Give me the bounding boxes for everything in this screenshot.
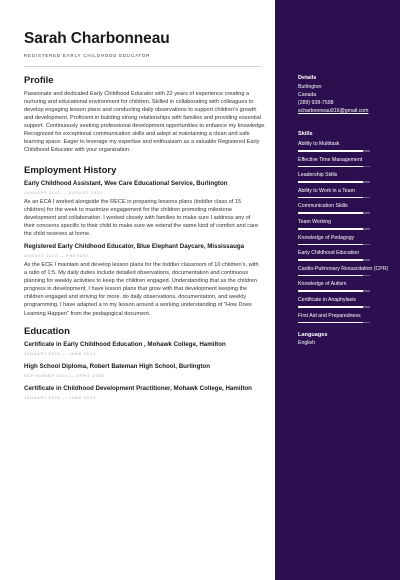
- skill-label: Team Working: [298, 218, 332, 225]
- skill-label: Communication Skills: [298, 203, 348, 210]
- skill-label: Early Childhood Education: [298, 250, 360, 257]
- language-item: English: [298, 340, 316, 347]
- education-title: Certificate in Childhood Development Practitioner, Mohawk College, Hamilton: [24, 384, 252, 392]
- header-divider: [24, 66, 262, 67]
- education-heading: Education: [24, 325, 70, 337]
- job-subtitle: REGISTERED EARLY CHILDHOOD EDUCATOR: [24, 53, 151, 58]
- skill-item: [298, 265, 392, 277]
- detail-phone: (289) 938-7598: [298, 100, 334, 106]
- skill-label: Effective Time Management: [298, 156, 363, 163]
- profile-heading: Profile: [24, 74, 54, 86]
- skill-level-fill: [298, 275, 363, 277]
- skill-level-fill: [298, 166, 363, 168]
- skill-label: Ability to Work in a Team: [298, 187, 355, 194]
- job-entry: [24, 243, 263, 318]
- job-dates: JANUARY 2001 — AUGUST 2022: [24, 190, 103, 195]
- skill-level-bar: [298, 150, 370, 152]
- skill-label: Certificate in Anaphylaxis: [298, 296, 356, 303]
- skill-label: Knowledge of Pedagogy: [298, 234, 355, 241]
- languages-heading: Languages: [298, 332, 328, 339]
- skill-level-fill: [298, 259, 363, 261]
- skill-level-bar: [298, 275, 370, 277]
- skill-item: [298, 218, 392, 230]
- skill-level-fill: [298, 228, 363, 230]
- skill-level-fill: [298, 181, 363, 183]
- skill-label: Ability to Multitask: [298, 141, 340, 147]
- skill-level-fill: [298, 197, 363, 199]
- skill-level-bar: [298, 166, 370, 168]
- job-title: Early Childhood Assistant, Wee Care Educational Service, Burlington: [24, 179, 228, 187]
- details-heading: Details: [298, 75, 317, 81]
- skill-level-fill: [298, 290, 363, 292]
- skill-level-bar: [298, 306, 370, 308]
- education-dates: JANUARY 2022 — JUNE 2024: [24, 351, 96, 356]
- skill-item: [298, 249, 392, 261]
- job-description: As an ECA I worked alongside the RECE in preparing lessons plans (toddler class of 15 children) for the week to maximize engagement for the children promoting milestone development and collaboration. I worked closely with families to make sure I address any of their concerns specific to their child to make sure we extend the same kind of comfort and care the child receives at home.: [24, 198, 259, 237]
- education-title: Certificate in Early Childhood Education , Mohawk College, Hamilton: [24, 340, 226, 348]
- education-title: High School Diploma, Robert Bateman High School, Burlington: [24, 362, 210, 370]
- job-description: As the ECE I maintain and develop lesson plans for the toddler classroom of 10 children's, with a ratio of 1:5. My daily duties include detailed observations, documentation and continuous planning for weekly activities to keep the children engaged. Understanding that as the children progress in development, I have lesson plans that grow with that development keeping the children engaged and striving for more. do daily observations, documentation, and weekly programming. I have adapted a to my lesson around a working understanding of "How Does Learning Happen" from the pedagogical document.: [24, 262, 259, 317]
- skill-item: [298, 280, 392, 292]
- skill-level-fill: [298, 322, 363, 324]
- job-entry: [24, 180, 263, 238]
- skill-level-fill: [298, 150, 363, 152]
- skill-level-bar: [298, 181, 370, 183]
- skill-level-fill: [298, 212, 363, 214]
- skills-heading: Skills: [298, 131, 313, 137]
- skill-label: First Aid and Preparedness: [298, 312, 361, 319]
- skill-item: [298, 171, 392, 183]
- skill-item: [298, 140, 392, 152]
- skill-item: [298, 187, 392, 199]
- education-entry: [24, 341, 263, 357]
- sidebar: [275, 0, 400, 580]
- candidate-name: Sarah Charbonneau: [24, 30, 170, 47]
- skill-level-bar: [298, 290, 370, 292]
- job-dates: AUGUST 2022 — PRESENT: [24, 254, 90, 259]
- skill-level-fill: [298, 244, 363, 246]
- skill-item: [298, 234, 392, 246]
- skill-level-bar: [298, 228, 370, 230]
- skill-level-bar: [298, 322, 370, 324]
- skill-item: [298, 202, 392, 214]
- skill-level-bar: [298, 212, 370, 214]
- detail-country: Canada: [298, 92, 317, 98]
- education-entry: [24, 363, 263, 379]
- skills-list: [298, 140, 392, 323]
- details-block: [298, 83, 392, 115]
- skill-level-bar: [298, 244, 370, 246]
- skill-label: Cardio-Pulmonary Resuscitation (CPR): [298, 265, 389, 272]
- skill-level-bar: [298, 259, 370, 261]
- education-entry: [24, 385, 263, 401]
- skill-level-bar: [298, 197, 370, 199]
- education-dates: JANUARY 2022 — JUNE 2024: [24, 395, 96, 400]
- detail-city: Burlington: [298, 84, 322, 90]
- skill-label: Leadership Skills: [298, 172, 338, 179]
- job-title: Registered Early Childhood Educator, Blue Elephant Daycare, Mississauga: [24, 243, 245, 251]
- email-link[interactable]: scharbonneau916@gmail.com: [298, 108, 369, 114]
- skill-item: [298, 296, 392, 308]
- employment-heading: Employment History: [24, 164, 117, 176]
- skill-item: [298, 156, 392, 168]
- education-dates: SEPTEMBER 2002 — APRIL 2006: [24, 373, 105, 378]
- skill-label: Knowledge of Autism: [298, 281, 347, 288]
- skill-level-fill: [298, 306, 363, 308]
- skill-item: [298, 312, 392, 324]
- profile-text: Passionate and dedicated Early Childhood Educator with 22 years of experience creating a nurturing and educational environment for children. Skilled in collaborating with colleagues to develop engaging lesson plans and conducting daily observations to support children's growth and development. Proficient in building strong relationships with families and providing essential support. Continuously seeking professional development opportunities to enhance my knowledge. Recognized for exceptional communication skills and adept at maintaining a clean and safe learning space. Eager to leverage my expertise and enthusiasm as a valuable Registered Early Childhood Educator with your organization.: [24, 90, 266, 154]
